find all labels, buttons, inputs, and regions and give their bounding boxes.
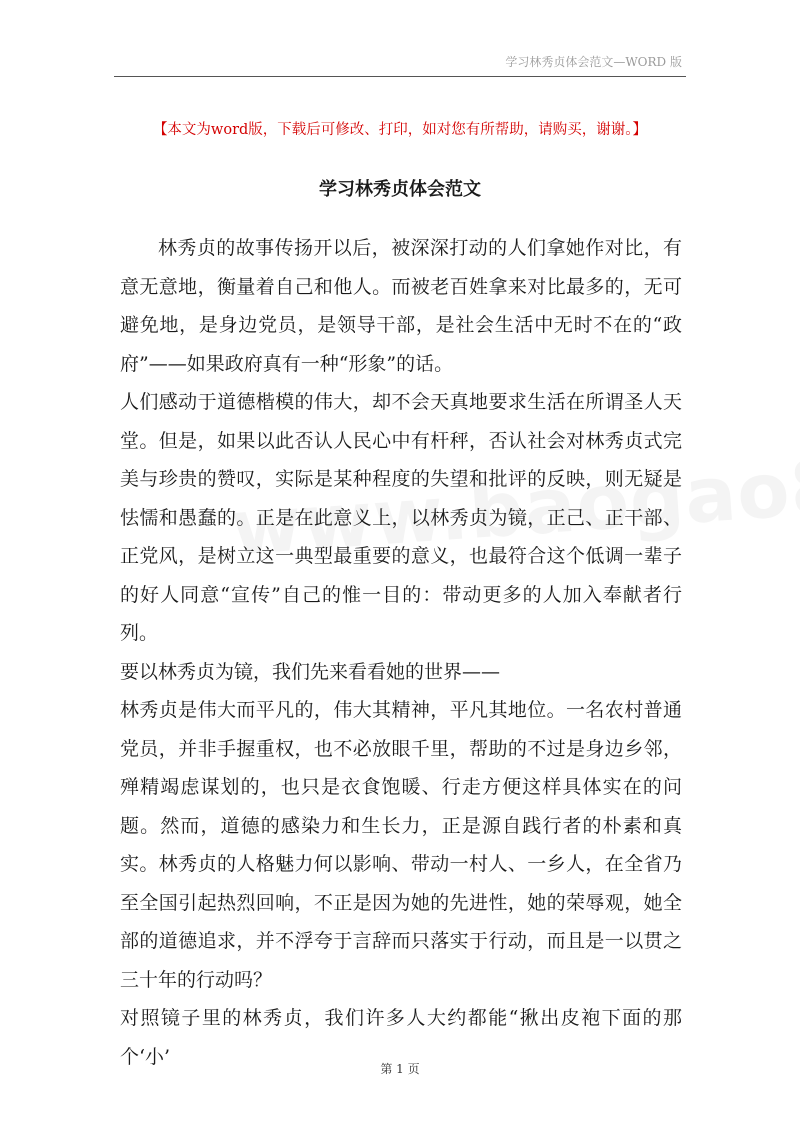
paragraph: 林秀贞的故事传扬开以后，被深深打动的人们拿她作对比，有意无意地，衡量着自己和他人。而被老百姓拿来对比最多的，无可避免地，是身边党员，是领导干部，是社会生活中无时不在的“政府”——如果政府真有一种“形象”的话。 xyxy=(120,237,682,375)
page-header-label: 学习林秀贞体会范文—WORD 版 xyxy=(505,55,682,69)
paragraph: 对照镜子里的林秀贞，我们许多人大约都能“揪出皮袍下面的那个‘小’ xyxy=(120,1007,682,1068)
paragraph: 林秀贞是伟大而平凡的，伟大其精神，平凡其地位。一名农村普通党员，并非手握重权，也不必放眼千里，帮助的不过是身边乡邻，殚精竭虑谋划的，也只是衣食饱暖、行走方便这样具体实在的问题。然而，道德的感染力和生长力，正是源自践行者的朴素和真实。林秀贞的人格魅力何以影响、带动一村人、一乡人，在全省乃至全国引起热烈回响，不正是因为她的先进性，她的荣辱观，她全部的道德追求，并不浮夸于言辞而只落实于行动，而且是一以贯之三十年的行动吗？ xyxy=(120,699,682,991)
download-notice: 【本文为word版，下载后可修改、打印，如对您有所帮助，请购买，谢谢。】 xyxy=(152,122,648,138)
paragraph: 人们感动于道德楷模的伟大，却不会天真地要求生活在所谓圣人天堂。但是，如果以此否认人民心中有杆秤，否认社会对林秀贞式完美与珍贵的赞叹，实际是某种程度的失望和批评的反映，则无疑是怯懦和愚蠢的。正是在此意义上，以林秀贞为镜，正己、正干部、正党风，是树立这一典型最重要的意义，也最符合这个低调一辈子的好人同意“宣传”自己的惟一目的：带动更多的人加入奉献者行列。 xyxy=(120,391,682,644)
document-body xyxy=(120,229,682,1076)
header-divider xyxy=(114,76,686,77)
page-number: 第 1 页 xyxy=(380,1062,420,1076)
document-title: 学习林秀贞体会范文 xyxy=(319,179,481,200)
paragraph: 要以林秀贞为镜，我们先来看看她的世界—— xyxy=(120,660,501,683)
